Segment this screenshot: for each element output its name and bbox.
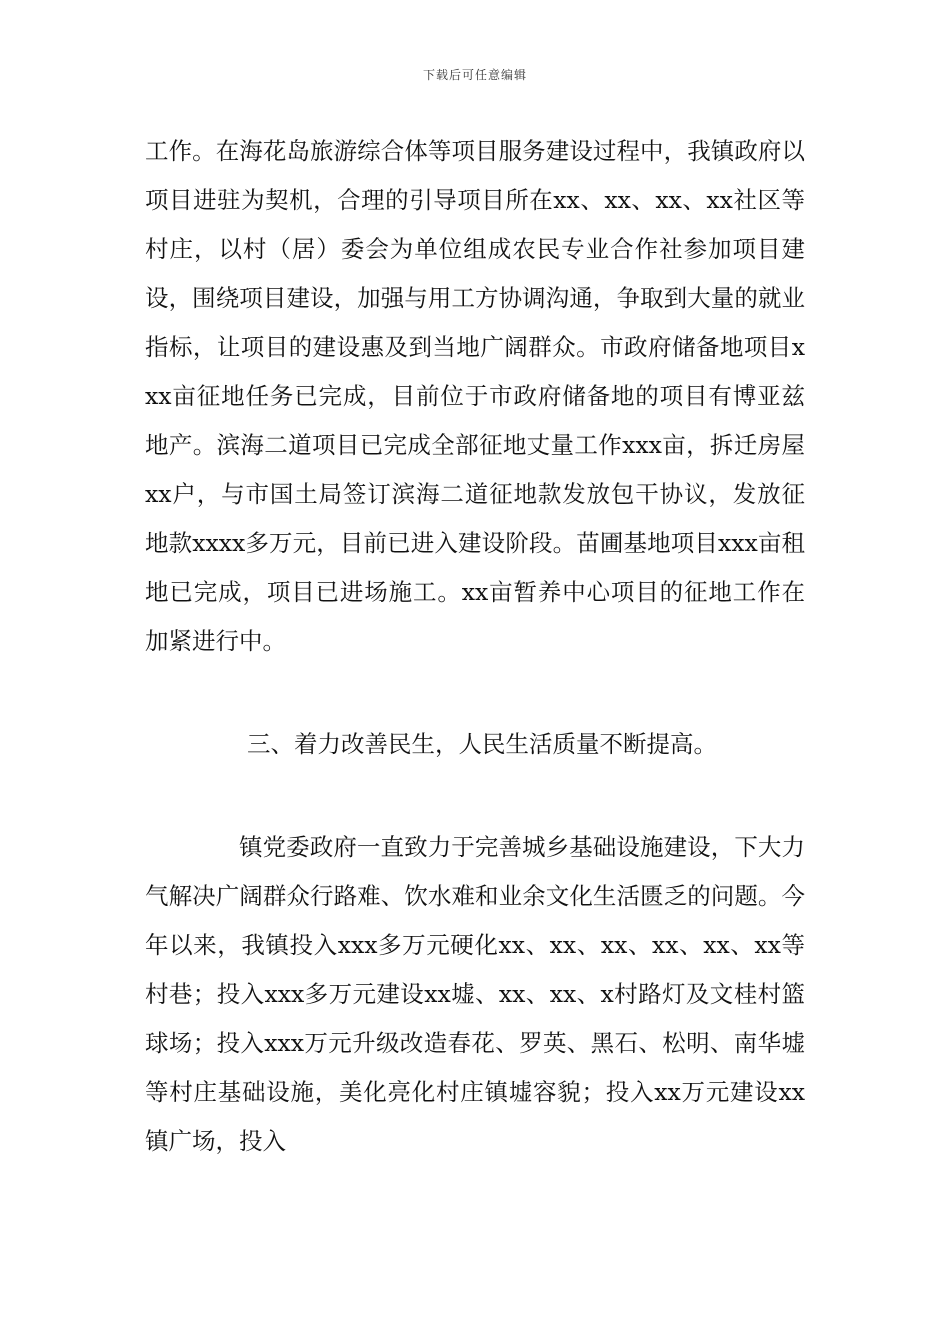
- section-heading: 三、着力改善民生，人民生活质量不断提高。: [247, 730, 717, 758]
- paragraph-continued: 工作。在海花岛旅游综合体等项目服务建设过程中，我镇政府以项目进驻为契机，合理的引导项目所在xx、xx、xx、xx社区等村庄，以村（居）委会为单位组成农民专业合作社参加项目建设，围绕项目建设，加强与用工方协调沟通，争取到大量的就业指标，让项目的建设惠及到当地广阔群众。市政府储备地项目xxx亩征地任务已完成，目前位于市政府储备地的项目有博亚兹地产。滨海二道项目已完成全部征地丈量工作xxx亩，拆迁房屋xx户，与市国土局签订滨海二道征地款发放包干协议，发放征地款xxxx多万元，目前已进入建设阶段。苗圃基地项目xxx亩租地已完成，项目已进场施工。xx亩暂养中心项目的征地工作在加紧进行中。: [145, 137, 805, 655]
- page-header-note: 下载后可任意编辑: [422, 68, 527, 82]
- paragraph-section-3: 镇党委政府一直致力于完善城乡基础设施建设，下大力气解决广阔群众行路难、饮水难和业余文化生活匮乏的问题。今年以来，我镇投入xxx多万元硬化xx、xx、xx、xx、xx、xx等村巷；投入xxx多万元建设xx墟、xx、xx、x村路灯及文桂村篮球场；投入xxx万元升级改造春花、罗英、黑石、松明、南华墟等村庄基础设施，美化亮化村庄镇墟容貌；投入xx万元建设xx镇广场，投入: [145, 833, 805, 1155]
- document-body: [145, 127, 805, 1166]
